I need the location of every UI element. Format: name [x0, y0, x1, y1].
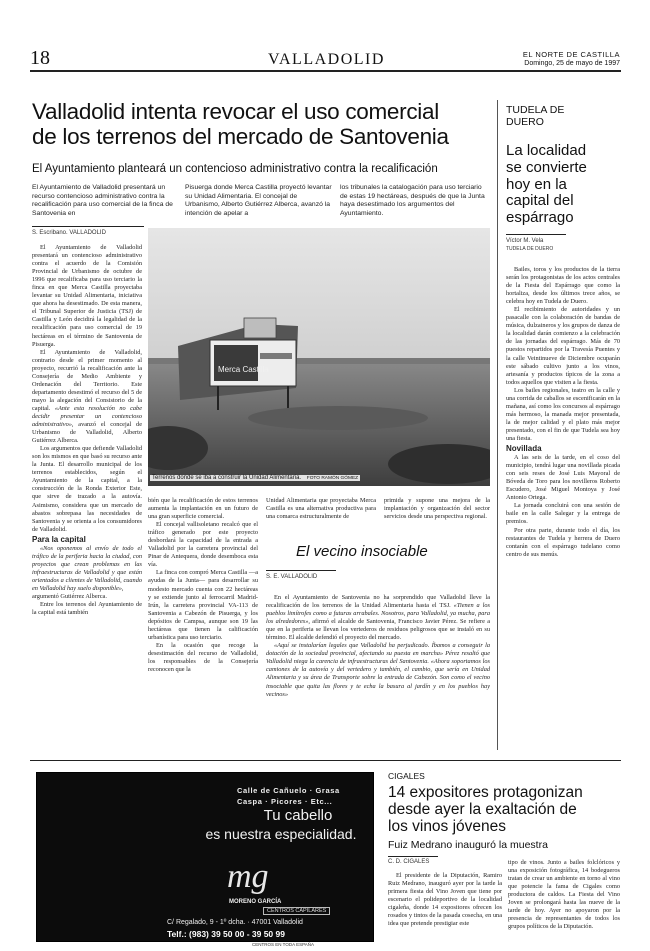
- byline-rule: [32, 226, 144, 227]
- col1-subheading: Para la capital: [32, 534, 86, 544]
- ad-phone: Telf.: (983) 39 50 00 - 39 50 99: [167, 929, 285, 939]
- cigales-kicker: CIGALES: [388, 771, 425, 781]
- tudela-paragraph-6: Por otra parte, durante todo el día, los restaurantes de Tudela y herrera de Duero contarán con el espárrago tudelano como centro de sus menús.: [506, 526, 620, 558]
- main-subhead: El Ayuntamiento planteará un contencioso administrativo contra la recalificación: [32, 163, 438, 175]
- tudela-headline: La localidad se convierte hoy en la capital del espárrago: [506, 142, 587, 227]
- main-column-1: [32, 244, 142, 624]
- ad-box: [36, 772, 374, 942]
- tudela-subheading: Novillada: [506, 444, 542, 454]
- ad-brand: MORENO GARCÍA: [229, 899, 282, 905]
- cigales-byline: C. D. CIGALES: [388, 859, 430, 865]
- ad-brand-sub: CENTROS CAPILARES: [263, 907, 330, 915]
- sidebar-byline-rule: [266, 570, 336, 571]
- masthead-rule: [30, 70, 621, 72]
- cigales-column-2: tipo de vinos. Junto a bailes folclóricos y una exposición fotográfica, 14 bodegueros tratan de crear un ambiente en torno al vino que potencie la fama de Cigales como productora de caldos. La Fiesta del Vino Joven se prolongará hasta las nueve de la tarde de hoy. Ayer no apoyaron por la presencia de representantes de todos los grupos políticos de la Diputación.: [508, 859, 620, 931]
- tudela-byline: Víctor M. Vela TUDELA DE DUERO: [506, 238, 554, 252]
- col2-paragraph-1: bién que la recalificación de estos terrenos aumenta la implantación en un futuro de una gran superficie comercial.: [148, 497, 258, 521]
- issue-date: Domingo, 25 de mayo de 1997: [524, 60, 620, 67]
- page-number: 18: [30, 47, 50, 69]
- main-headline-line-2: de los terrenos del mercado de Santovenia: [32, 124, 449, 149]
- billboard-logo-text: Merca Castilla: [218, 365, 269, 374]
- col1-paragraph-3: Los argumentos que defiende Valladolid son los mismos en que basó su recurso ante la Junta. El desarrollo municipal de los terrenos establecidos, según el Ayuntamiento de la capital, a la construcción de la Ronda Exterior Este, que sirve de trazado a la autovía. Asimismo, considera que un mercado de abastos sobrepasa las necesidades de Santovenia y se orienta a los consumidores de Valladolid.: [32, 445, 142, 533]
- tudela-byline-rule: [506, 234, 566, 235]
- photo-caption: Terrenos donde se iba a construir la Unidad Alimentaria. FOTO RAMÓN GÓMEZ: [152, 475, 359, 481]
- sidebar-body: [266, 594, 490, 744]
- tudela-body: [506, 266, 620, 776]
- col1-paragraph-1: El Ayuntamiento de Valladolid presentará un contencioso administrativo contra el acuerdo de la Comisión Provincial de Urbanismo de octubre de 1996 que recalificaba para uso terciario la finca en que Merca Castilla proyectaba levantar su Unidad Alimentaria, iniciativa que ahora ha desestimado. De esta manera, el Tribunal Superior de Justicia (TSJ) de Castilla y León decidirá la legalidad de la recalificación para uso comercial de 19 hectáreas en el término de Santovenia de Pisuerga.: [32, 244, 142, 348]
- main-column-2: [148, 497, 258, 747]
- col1-paragraph-2: El Ayuntamiento de Valladolid, contrario desde el primer momento al proyecto, recurrió la recalificación ante la Consejería de Medio Ambiente y Ordenación del Territorio. Este departamento desestimó el recurso del 5 de mayo la alegación del Consistorio de la capital. «Ante esta resolución no cabe decidir presentar un contencioso administrativo», avanzó el concejal de Urbanismo de Valladolid, Alberto Gutiérrez Alberca.: [32, 348, 142, 445]
- col1-paragraph-4: argumentó Gutiérrez Alberca.: [32, 593, 107, 601]
- section-title: VALLADOLID: [268, 51, 385, 68]
- photo-scene: [148, 228, 490, 486]
- ad-services: Calle de Cañuelo · Grasa Caspa · Picores · Etc...: [237, 786, 340, 806]
- col1-quote: «Nos oponemos al envío de todo el tráfico de la periferia hacia la ciudad, con proyectos que crean problemas en las infraestructuras de Valladolid y que están orientados a clientes de Valladolid, cuando en Valladolid hay suelo disponible»,: [32, 544, 142, 592]
- main-column-3: Unidad Alimentaria que proyectaba Merca Castilla es una alternativa productiva para una comarca estructuralmente de: [266, 497, 376, 521]
- col2-paragraph-2: El concejal vallisoletano recalcó que el tráfico generado por este proyecto desbordará la capacidad de la entrada a Valladolid por la carretera provincial del Pinar de Antequera, donde desemboca esta vía.: [148, 521, 258, 569]
- main-photo: [148, 228, 490, 486]
- main-headline-line-1: Valladolid intenta revocar el uso comercial: [32, 99, 439, 124]
- tudela-paragraph-3: Los bailes regionales, teatro en la calle y una corrida de caballos se escenificarán en la mañana, así como los concursos al espárrago más hermoso, la manada mejor presentada, la de mejor calidad y el plato más mejor presentado, con el fin de que Tudela sea hoy una fiesta.: [506, 386, 620, 442]
- col1-paragraph-5: Entre los terrenos del Ayuntamiento de la capital está también: [32, 601, 142, 617]
- cigales-byline-rule: [388, 856, 438, 857]
- tudela-paragraph-4: A las seis de la tarde, en el coso del municipio, tendrá lugar una novillada picada con seis reses de José Luis Mayoral de Bóveda de Toro para los novilleros Roberto Escudero, José Miguel Montoya y José Antonio Ortega.: [506, 454, 620, 502]
- col2-paragraph-4: En la ocasión que recoge la desestimación del recurso de Valladolid, los responsables de la Consejería reconocen que la: [148, 641, 258, 673]
- tudela-paragraph-2: El recibimiento de autoridades y un pasacalle con la colaboración de bandas de música, dulzaineros y los grupos de danza de la localidad darán comienzo a la celebración de las jornadas del espárrago. Más de 70 puestos repartidos por la Travesía Puentes y la calle Veintinueve de Diciembre ocuparán este sábado cultivo junto a los vinos, artesanía y productos típicos de la zona a todos aquellos que visiten a la fiesta.: [506, 306, 620, 386]
- bottom-section-rule: [30, 760, 621, 761]
- main-byline: S. Escribano. VALLADOLID: [32, 230, 106, 236]
- column-divider: [497, 100, 498, 750]
- ad-tagline: Tu cabello es nuestra especialidad.: [205, 807, 357, 842]
- lead-column-3: los tribunales la catalogación para uso terciario de estas 19 hectáreas, después de que la Junta haya desestimado los argumentos del Ayuntamiento.: [340, 184, 485, 217]
- main-column-4: primida y supone una mejora de la implantación y organización del sector servicios desde una perspectiva regional.: [384, 497, 490, 521]
- ad-logo: [223, 853, 293, 903]
- moreno-garcia-logo-icon: [223, 853, 293, 903]
- tudela-paragraph-1: Bailes, toros y los productos de la tierra serán los protagonistas de los actos centrales de la Fiesta del Espárrago que como la hortaliza, desde los últimos trece años, se celebra hoy en Tudela de Duero.: [506, 266, 620, 306]
- cigales-headline: 14 expositores protagonizan desde ayer la exaltación de los vinos jóvenes: [388, 784, 583, 835]
- ad-footer: CENTROS EN TODA ESPAÑA: [252, 942, 315, 947]
- cigales-column-1: El presidente de la Diputación, Ramiro Ruiz Medrano, inauguró ayer por la tarde la primera fiesta del Vino Joven que tiene por escenario el polideportivo de la localidad cigaleña, donde 14 expositores ofrecen los rosados y tintos de la pasada cosecha, en una idea que pretende prestigiar este: [388, 872, 502, 928]
- tudela-kicker: TUDELA DE DUERO: [506, 104, 565, 128]
- cigales-subhead: Fuiz Medrano inauguró la muestra: [388, 839, 548, 851]
- sidebar-byline: S. E. VALLADOLID: [266, 574, 318, 580]
- col2-paragraph-3: La finca con compró Merca Castilla —a ayudas de la Junta— para desarrollar su modesto mercado cuenta con 22 hectáreas y se extiende junto al ferrocarril Madrid-Irún, la carretera provincial VA-113 de Santovenia a Cabezón de Pisuerga, y los depósitos de Campsa, aunque son 19 las hectáreas que tienen la calificación urbanística para uso terciario.: [148, 569, 258, 641]
- svg-text:mg: mg: [227, 858, 269, 895]
- sidebar-paragraph-2: «Aquí se instalarían legales que Valladolid ha perjudicado. Íbamos a conseguir la dotación de la sociedad provincial, afectando su puesta en marcha» Pérez resaltó que Valladolid niega la carencia de infraestructuras del Santovenia. «Ahora soportamos los camiones de la autovía y del vertedero y también, el cambio, que sería en Unidad Alimentaria y su área de Transporte sobre la entrada de Cabezón. Son como el vecino insociable que quita las flores y te echa la basura al jardín y en los pueblos hay vecinos»: [266, 642, 490, 698]
- ad-address: C/ Regalado, 9 - 1º dcha. · 47001 Valladolid: [167, 919, 303, 926]
- lead-column-2: Pisuerga donde Merca Castilla proyectó levantar su Unidad Alimentaria. El concejal de Urbanismo, Alberto Gutiérrez Alberca, avanzó la intención de apelar a: [185, 184, 332, 217]
- tudela-paragraph-5: La jornada concluirá con una sesión de baile en la calle Salegar y la entrega de premios.: [506, 502, 620, 526]
- lead-column-1: El Ayuntamiento de Valladolid presentará un recurso contencioso administrativo contra la recalificación para uso comercial de la finca de Santovenia en: [32, 184, 173, 217]
- sidebar-title: El vecino insociable: [296, 543, 428, 560]
- sidebar-paragraph-1: En el Ayuntamiento de Santovenia no ha sorprendido que Valladolid lleve la recalificación de los terrenos de la Unidad Alimentaria hasta el TSJ. «Tienen a los pueblos limítrofes como a futuras arrabales. Nosotros, para Valladolid, ya mucha, para los alrededores», afirmó el alcalde de Santovenia, Francisco Javier Pérez. Se refiere a que en la periferia se llevan los vertederos de residuos peligrosos que se instaló en su término. El alcalde defendió el proyecto del mercado.: [266, 594, 490, 642]
- newspaper-name: EL NORTE DE CASTILLA: [522, 50, 620, 59]
